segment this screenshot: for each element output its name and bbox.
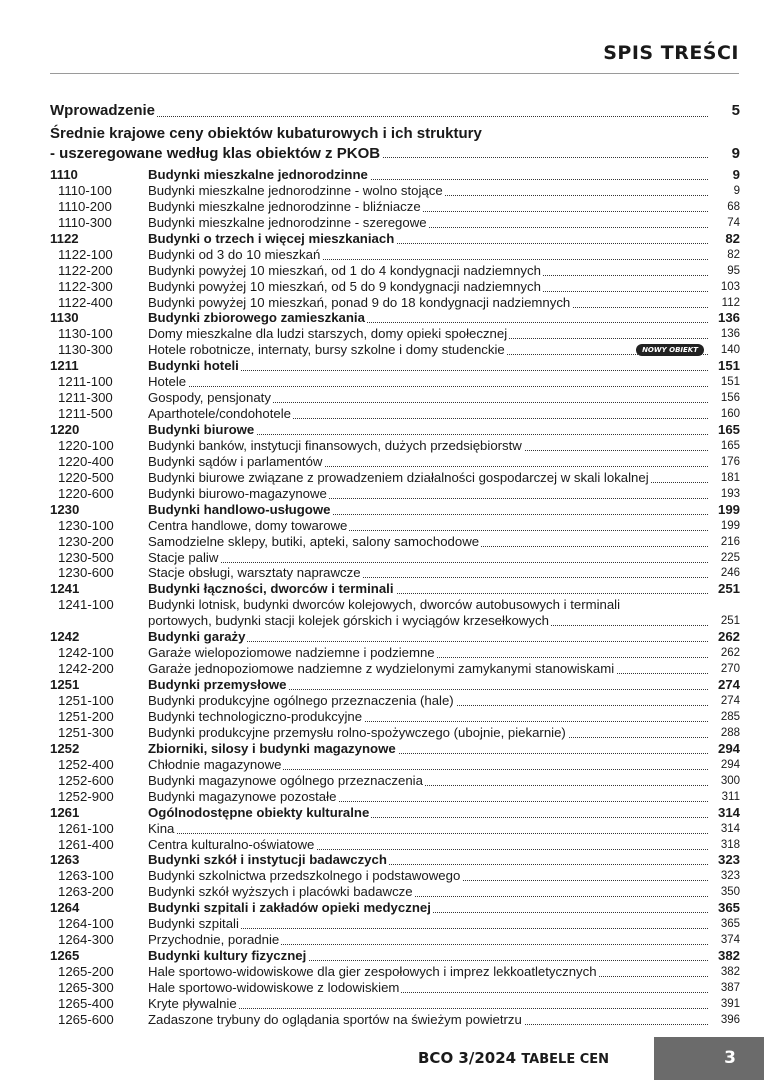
toc-title: Budynki zbiorowego zamieszkania — [148, 310, 365, 326]
page-number: 3 — [724, 1048, 736, 1068]
toc-subcategory-row[interactable] — [50, 534, 740, 550]
toc-title: Centra handlowe, domy towarowe — [148, 517, 348, 533]
toc-subcategory-row[interactable] — [50, 757, 740, 773]
toc-title: Budynki szpitali — [148, 916, 239, 932]
toc-category-row[interactable] — [50, 310, 740, 326]
toc-page-number: 270 — [720, 663, 740, 676]
toc-code: 1122-300 — [58, 278, 113, 294]
toc-page-number: 199 — [720, 519, 740, 532]
toc-subcategory-row[interactable] — [50, 454, 740, 470]
toc-code: 1220 — [50, 422, 80, 437]
toc-code: 1110-300 — [58, 214, 112, 230]
toc-page-number: 311 — [721, 790, 740, 803]
toc-code: 1211 — [50, 358, 79, 374]
toc-page-number: 382 — [717, 948, 740, 964]
toc-category-row[interactable] — [50, 167, 740, 183]
toc-category-row[interactable] — [50, 358, 740, 374]
toc-page-number: 246 — [720, 567, 740, 580]
toc-title-line2: portowych, budynki stacji kolejek górskich i wyciągów krzesełkowych — [148, 613, 549, 629]
toc-title: Hotele robotnicze, internaty, bursy szkolne i domy studenckie — [148, 342, 505, 358]
toc-title: Budynki mieszkalne jednorodzinne - bliźniacze — [148, 198, 421, 214]
toc-code: 1220-100 — [58, 437, 114, 453]
toc-code: 1230-500 — [58, 549, 114, 565]
toc-page-number: 136 — [717, 310, 740, 326]
toc-code: 1242-200 — [58, 661, 114, 677]
toc-subcategory-row[interactable] — [50, 837, 740, 853]
toc-page-number: 165 — [717, 422, 740, 437]
toc-title: Budynki mieszkalne jednorodzinne - szeregowe — [148, 214, 427, 230]
toc-page-number: 285 — [720, 711, 740, 723]
toc-category-row[interactable] — [50, 805, 740, 821]
toc-page-number: 112 — [721, 296, 740, 309]
toc-code: 1241 — [50, 581, 80, 597]
toc-code: 1211-500 — [58, 406, 113, 422]
toc-page-number: 176 — [720, 455, 740, 468]
toc-subcategory-row[interactable] — [50, 789, 740, 805]
toc-page-number: 9 — [732, 167, 740, 182]
toc-code: 1252 — [50, 740, 80, 756]
footer-publication — [418, 1049, 609, 1067]
toc-title: Kryte pływalnie — [148, 995, 237, 1011]
toc-title: Garaże wielopoziomowe nadziemne i podziemne — [148, 645, 435, 661]
toc-page-number: 165 — [720, 439, 740, 452]
toc-page-number: 251 — [717, 581, 740, 597]
toc-code: 1230 — [50, 501, 80, 517]
toc-page-number: 396 — [720, 1013, 740, 1026]
toc-code: 1122-100 — [58, 246, 113, 262]
toc-code: 1241-100 — [58, 597, 114, 613]
toc-page-number: 216 — [720, 535, 740, 548]
toc-page-number: 140 — [720, 344, 740, 357]
toc-title: Budynki biurowe związane z prowadzeniem działalności gospodarczej w skali lokalnej — [148, 469, 649, 485]
toc-page-number: 136 — [720, 328, 740, 341]
toc-page-number: 160 — [720, 408, 740, 421]
toc-category-row[interactable] — [50, 677, 740, 693]
toc-title: Budynki sądów i parlamentów — [148, 453, 323, 469]
toc-subcategory-row[interactable] — [50, 916, 740, 932]
toc-page-number: 95 — [727, 264, 740, 277]
toc-code: 1110-100 — [58, 182, 112, 198]
toc-title: Budynki produkcyjne przemysłu rolno-spożywczego (ubojnie, piekarnie) — [148, 724, 566, 740]
toc-title: Budynki biurowo-magazynowe — [148, 485, 327, 501]
toc-code: 1251 — [50, 677, 80, 693]
toc-intro-page: 5 — [731, 102, 740, 119]
toc-code: 1220-500 — [58, 469, 114, 485]
toc-title: Stacje paliw — [148, 549, 219, 565]
toc-page-number: 151 — [720, 376, 740, 389]
toc-code: 1261 — [50, 804, 80, 820]
toc-section-row-line1 — [50, 124, 740, 144]
toc-page-number: 391 — [720, 997, 740, 1010]
toc-title: Budynki handlowo-usługowe — [148, 501, 331, 517]
toc-subcategory-row[interactable] — [50, 597, 740, 629]
toc-code: 1130 — [50, 310, 79, 326]
toc-page-number: 314 — [720, 822, 740, 835]
toc-page-number: 82 — [727, 248, 740, 261]
toc-title: Budynki szkół wyższych i placówki badawcze — [148, 884, 413, 900]
toc-code: 1220-400 — [58, 453, 114, 469]
toc-page-number: 156 — [720, 392, 740, 405]
toc-subcategory-row[interactable] — [50, 996, 740, 1012]
toc-title: Budynki powyżej 10 mieszkań, ponad 9 do 18 kondygnacji nadziemnych — [148, 294, 571, 310]
toc-title: Budynki od 3 do 10 mieszkań — [148, 246, 321, 262]
toc-subcategory-row[interactable] — [50, 247, 740, 263]
toc-code: 1122 — [50, 230, 79, 246]
toc-subcategory-row[interactable] — [50, 279, 740, 295]
toc-subcategory-row[interactable] — [50, 964, 740, 980]
toc-title: Budynki przemysłowe — [148, 677, 287, 693]
toc-subcategory-row[interactable] — [50, 518, 740, 534]
toc-code: 1230-200 — [58, 533, 114, 549]
toc-title: Budynki technologiczno-produkcyjne — [148, 709, 363, 724]
toc-title: Budynki magazynowe pozostałe — [148, 788, 337, 804]
toc-page-number: 151 — [717, 358, 740, 374]
toc-code: 1264-100 — [58, 916, 114, 932]
toc-code: 1230-600 — [58, 565, 114, 581]
toc-page-number: 274 — [717, 677, 740, 693]
toc-page-number: 181 — [720, 471, 740, 484]
toc-page-number: 382 — [720, 966, 740, 978]
toc-title: Zadaszone trybuny do oglądania sportów na świeżym powietrzu — [148, 1011, 522, 1027]
toc-category-row[interactable] — [50, 852, 740, 868]
toc-code: 1263-200 — [58, 884, 114, 900]
toc-title: Budynki magazynowe ogólnego przeznaczenia — [148, 772, 423, 788]
toc-page-number: 294 — [720, 758, 740, 771]
toc-subcategory-row[interactable] — [50, 263, 740, 279]
toc-subcategory-row[interactable] — [50, 295, 740, 311]
toc-subcategory-row[interactable] — [50, 470, 740, 486]
toc-title: Budynki garaży — [148, 629, 246, 645]
toc-page-number: 82 — [725, 230, 740, 246]
toc-subcategory-row[interactable] — [50, 550, 740, 566]
toc-code: 1122-200 — [58, 262, 113, 278]
toc-page-number: 323 — [717, 852, 740, 868]
toc-title: Budynki lotnisk, budynki dworców kolejowych, dworców autobusowych i terminali — [148, 597, 621, 613]
toc-subcategory-row[interactable] — [50, 645, 740, 661]
toc-page-number: 294 — [717, 740, 740, 756]
toc-title: Budynki banków, instytucji finansowych, dużych przedsiębiorstw — [148, 437, 522, 453]
toc-subcategory-row[interactable] — [50, 390, 740, 406]
toc-code: 1251-300 — [58, 724, 114, 740]
toc-page-number: 225 — [720, 551, 740, 564]
toc-code: 1251-100 — [58, 693, 114, 709]
toc-page-number: 193 — [720, 487, 740, 500]
toc-page-number: 365 — [717, 900, 740, 916]
toc-page-number: 199 — [717, 501, 740, 517]
toc-page-number: 288 — [720, 726, 740, 739]
toc-code: 1130-300 — [58, 342, 113, 358]
toc-title: Hale sportowo-widowiskowe dla gier zespołowych i imprez lekkoatletycznych — [148, 964, 597, 979]
toc-title: Budynki szkolnictwa przedszkolnego i podstawowego — [148, 868, 461, 884]
toc-title: Przychodnie, poradnie — [148, 932, 280, 948]
toc-subcategory-row[interactable] — [50, 980, 740, 996]
table-of-contents — [50, 100, 740, 1028]
footer-subtitle: TABELE CEN — [521, 1052, 610, 1067]
toc-title: Chłodnie magazynowe — [148, 756, 282, 772]
toc-category-row[interactable] — [50, 231, 740, 247]
toc-code: 1252-400 — [58, 756, 114, 772]
toc-title: Centra kulturalno-oświatowe — [148, 836, 315, 852]
toc-code: 1211-100 — [58, 374, 113, 390]
toc-page-number: 74 — [727, 216, 740, 229]
toc-subcategory-row[interactable] — [50, 199, 740, 215]
toc-code: 1252-900 — [58, 788, 114, 804]
toc-page-number: 262 — [717, 629, 740, 645]
toc-code: 1122-400 — [58, 294, 113, 310]
toc-code: 1242-100 — [58, 645, 114, 661]
new-object-badge: NOWY OBIEKT — [636, 344, 704, 356]
toc-subcategory-row[interactable] — [50, 183, 740, 199]
toc-subcategory-row[interactable] — [50, 486, 740, 502]
toc-code: 1265 — [50, 948, 80, 964]
toc-subcategory-row[interactable] — [50, 868, 740, 884]
toc-section-title-line1: Średnie krajowe ceny obiektów kubaturowych i ich struktury — [50, 125, 482, 142]
footer-page-box — [654, 1037, 764, 1080]
toc-title: Kina — [148, 820, 175, 836]
toc-section-page: 9 — [731, 145, 740, 162]
toc-title: Budynki szkół i instytucji badawczych — [148, 852, 387, 868]
toc-subcategory-row[interactable] — [50, 438, 740, 454]
toc-intro-row[interactable] — [50, 100, 740, 122]
toc-page-number: 365 — [720, 918, 740, 931]
toc-page-number: 374 — [720, 934, 740, 947]
toc-subcategory-row[interactable] — [50, 374, 740, 390]
toc-code: 1265-400 — [58, 995, 114, 1011]
toc-title: Budynki o trzech i więcej mieszkaniach — [148, 230, 395, 246]
footer-publication-name: BCO 3/2024 — [418, 1049, 517, 1067]
toc-page-number: 350 — [720, 886, 740, 899]
toc-title: Stacje obsługi, warsztaty naprawcze — [148, 565, 361, 581]
toc-code: 1252-600 — [58, 772, 114, 788]
toc-subcategory-row[interactable] — [50, 932, 740, 948]
toc-page-number: 318 — [720, 838, 740, 851]
header-divider — [50, 73, 739, 74]
toc-category-row[interactable] — [50, 741, 740, 757]
toc-title: Hotele — [148, 374, 187, 390]
toc-page-number: 300 — [720, 774, 740, 787]
toc-title: Budynki mieszkalne jednorodzinne — [148, 167, 368, 182]
toc-code: 1211-300 — [58, 390, 113, 406]
toc-subcategory-row[interactable] — [50, 342, 740, 358]
toc-code: 1261-400 — [58, 836, 114, 852]
toc-code: 1230-100 — [58, 517, 114, 533]
toc-category-row[interactable] — [50, 900, 740, 916]
toc-code: 1265-600 — [58, 1011, 114, 1027]
toc-code: 1265-200 — [58, 964, 114, 979]
toc-category-row[interactable] — [50, 422, 740, 438]
toc-title: Budynki produkcyjne ogólnego przeznaczenia (hale) — [148, 693, 454, 709]
toc-title: Budynki łączności, dworców i terminali — [148, 581, 394, 597]
toc-title: Budynki biurowe — [148, 422, 255, 437]
toc-page-number: 103 — [720, 280, 740, 293]
toc-category-row[interactable] — [50, 629, 740, 645]
toc-code: 1265-300 — [58, 979, 114, 995]
toc-subcategory-row[interactable] — [50, 565, 740, 581]
toc-code: 1251-200 — [58, 709, 114, 724]
toc-subcategory-row[interactable] — [50, 215, 740, 231]
toc-section-row[interactable] — [50, 144, 740, 163]
toc-title: Budynki kultury fizycznej — [148, 948, 307, 964]
toc-page-number: 262 — [720, 647, 740, 660]
toc-code: 1264 — [50, 900, 80, 916]
toc-title: Ogólnodostępne obiekty kulturalne — [148, 804, 370, 820]
toc-code: 1110 — [50, 167, 78, 182]
toc-title: Gospody, pensjonaty — [148, 390, 271, 406]
toc-subcategory-row[interactable] — [50, 773, 740, 789]
toc-subcategory-row[interactable] — [50, 1012, 740, 1028]
toc-category-row[interactable] — [50, 502, 740, 518]
toc-title: Domy mieszkalne dla ludzi starszych, domy opieki społecznej — [148, 326, 508, 342]
toc-code: 1263 — [50, 852, 80, 868]
toc-code: 1220-600 — [58, 485, 114, 501]
toc-subcategory-row[interactable] — [50, 709, 740, 725]
toc-title: Zbiorniki, silosy i budynki magazynowe — [148, 740, 396, 756]
toc-page-number: 251 — [720, 615, 740, 628]
toc-subcategory-row[interactable] — [50, 661, 740, 677]
toc-page-number: 323 — [720, 870, 740, 883]
toc-subcategory-row[interactable] — [50, 821, 740, 837]
toc-section-title-line2: - uszeregowane według klas obiektów z PKOB — [50, 145, 381, 162]
page-title: SPIS TREŚCI — [603, 42, 739, 64]
toc-title: Budynki hoteli — [148, 358, 239, 374]
toc-category-row[interactable] — [50, 581, 740, 597]
toc-title: Budynki powyżej 10 mieszkań, od 1 do 4 kondygnacji nadziemnych — [148, 262, 541, 278]
toc-category-row[interactable] — [50, 948, 740, 964]
toc-subcategory-row[interactable] — [50, 406, 740, 422]
toc-code: 1242 — [50, 629, 80, 645]
toc-page-number: 9 — [733, 184, 740, 197]
toc-subcategory-row[interactable] — [50, 884, 740, 900]
toc-code: 1110-200 — [58, 198, 112, 214]
toc-page-number: 274 — [720, 695, 740, 708]
toc-title: Garaże jednopoziomowe nadziemne z wydzielonymi zamykanymi stanowiskami — [148, 661, 615, 677]
toc-entries — [50, 167, 740, 1028]
toc-code: 1263-100 — [58, 868, 114, 884]
toc-title: Budynki mieszkalne jednorodzinne - wolno stojące — [148, 182, 443, 198]
toc-page-number: 387 — [720, 981, 740, 994]
toc-title: Aparthotele/condohotele — [148, 406, 291, 422]
toc-subcategory-row[interactable] — [50, 725, 740, 741]
toc-page-number: 314 — [717, 804, 740, 820]
toc-title: Budynki szpitali i zakładów opieki medycznej — [148, 900, 431, 916]
toc-title: Hale sportowo-widowiskowe z lodowiskiem — [148, 979, 400, 995]
toc-intro-title: Wprowadzenie — [50, 102, 156, 119]
toc-subcategory-row[interactable] — [50, 326, 740, 342]
toc-code: 1261-100 — [58, 820, 114, 836]
toc-code: 1264-300 — [58, 932, 114, 948]
toc-title: Budynki powyżej 10 mieszkań, od 5 do 9 kondygnacji nadziemnych — [148, 278, 541, 294]
toc-page-number: 68 — [727, 200, 740, 213]
toc-title: Samodzielne sklepy, butiki, apteki, salony samochodowe — [148, 533, 480, 549]
toc-code: 1130-100 — [58, 326, 113, 342]
toc-subcategory-row[interactable] — [50, 693, 740, 709]
